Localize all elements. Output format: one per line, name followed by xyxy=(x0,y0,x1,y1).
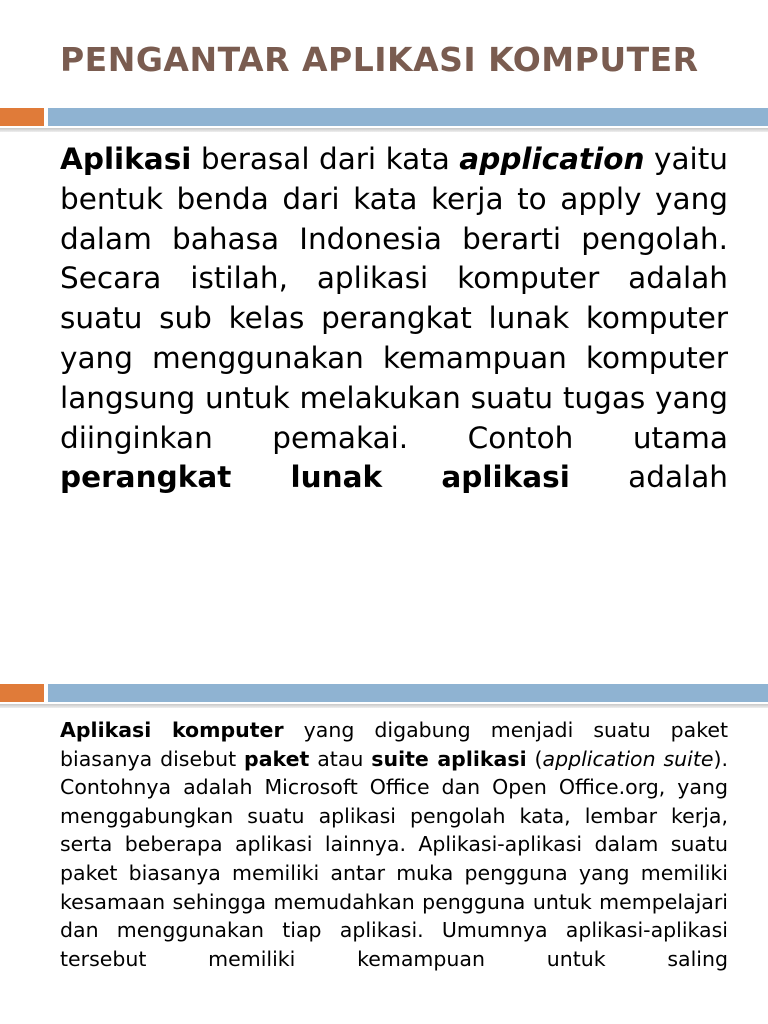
italic-term-application-suite: application suite xyxy=(542,746,714,771)
divider-orange-block xyxy=(0,108,44,126)
bold-term-suite-aplikasi: suite aplikasi xyxy=(371,746,527,771)
divider-blue-bar xyxy=(48,684,768,702)
text-run: adalah xyxy=(569,460,728,495)
divider-blue-bar xyxy=(48,108,768,126)
divider-shadow xyxy=(0,128,768,132)
slide-title: PENGANTAR APLIKASI KOMPUTER xyxy=(60,40,699,79)
text-run: yaitu bentuk benda dari kata kerja to apply yang dalam bahasa Indonesia berarti pengolah. Secara istilah, aplikasi komputer adalah suatu sub kelas perangkat lunak komputer yang menggunakan kemampuan komputer langsung untuk melakukan suatu tugas yang diinginkan pemakai. Contoh utama xyxy=(60,142,728,455)
bold-italic-term-application: application xyxy=(459,142,645,176)
title-divider-bar xyxy=(0,108,768,134)
body-paragraph-2 xyxy=(60,716,728,973)
body-paragraph-1 xyxy=(60,140,728,498)
bold-term-aplikasi-komputer: Aplikasi komputer xyxy=(60,718,284,742)
text-run: berasal dari kata xyxy=(191,142,460,176)
text-run: yang digabung menjadi suatu paket biasanya disebut xyxy=(60,718,728,771)
slide-divider-bar xyxy=(0,684,768,710)
text-run: atau xyxy=(309,746,372,771)
divider-shadow xyxy=(0,704,768,708)
text-run: ( xyxy=(526,746,543,771)
bold-term-perangkat-lunak-aplikasi: perangkat lunak aplikasi xyxy=(60,460,570,495)
text-run: ). Contohnya adalah Microsoft Office dan Open Office.org, yang menggabungkan suatu aplikasi pengolah kata, lembar kerja, serta beberapa aplikasi lainnya. Aplikasi-aplikasi dalam suatu paket biasanya memiliki antar muka pengguna yang memiliki kesamaan sehingga memudahkan pengguna untuk mempelajari dan menggunakan tiap aplikasi. Umumnya aplikasi-aplikasi tersebut memiliki kemampuan untuk saling xyxy=(60,746,729,971)
divider-orange-block xyxy=(0,684,44,702)
bold-term-paket: paket xyxy=(244,746,310,771)
bold-term-aplikasi: Aplikasi xyxy=(60,142,192,176)
